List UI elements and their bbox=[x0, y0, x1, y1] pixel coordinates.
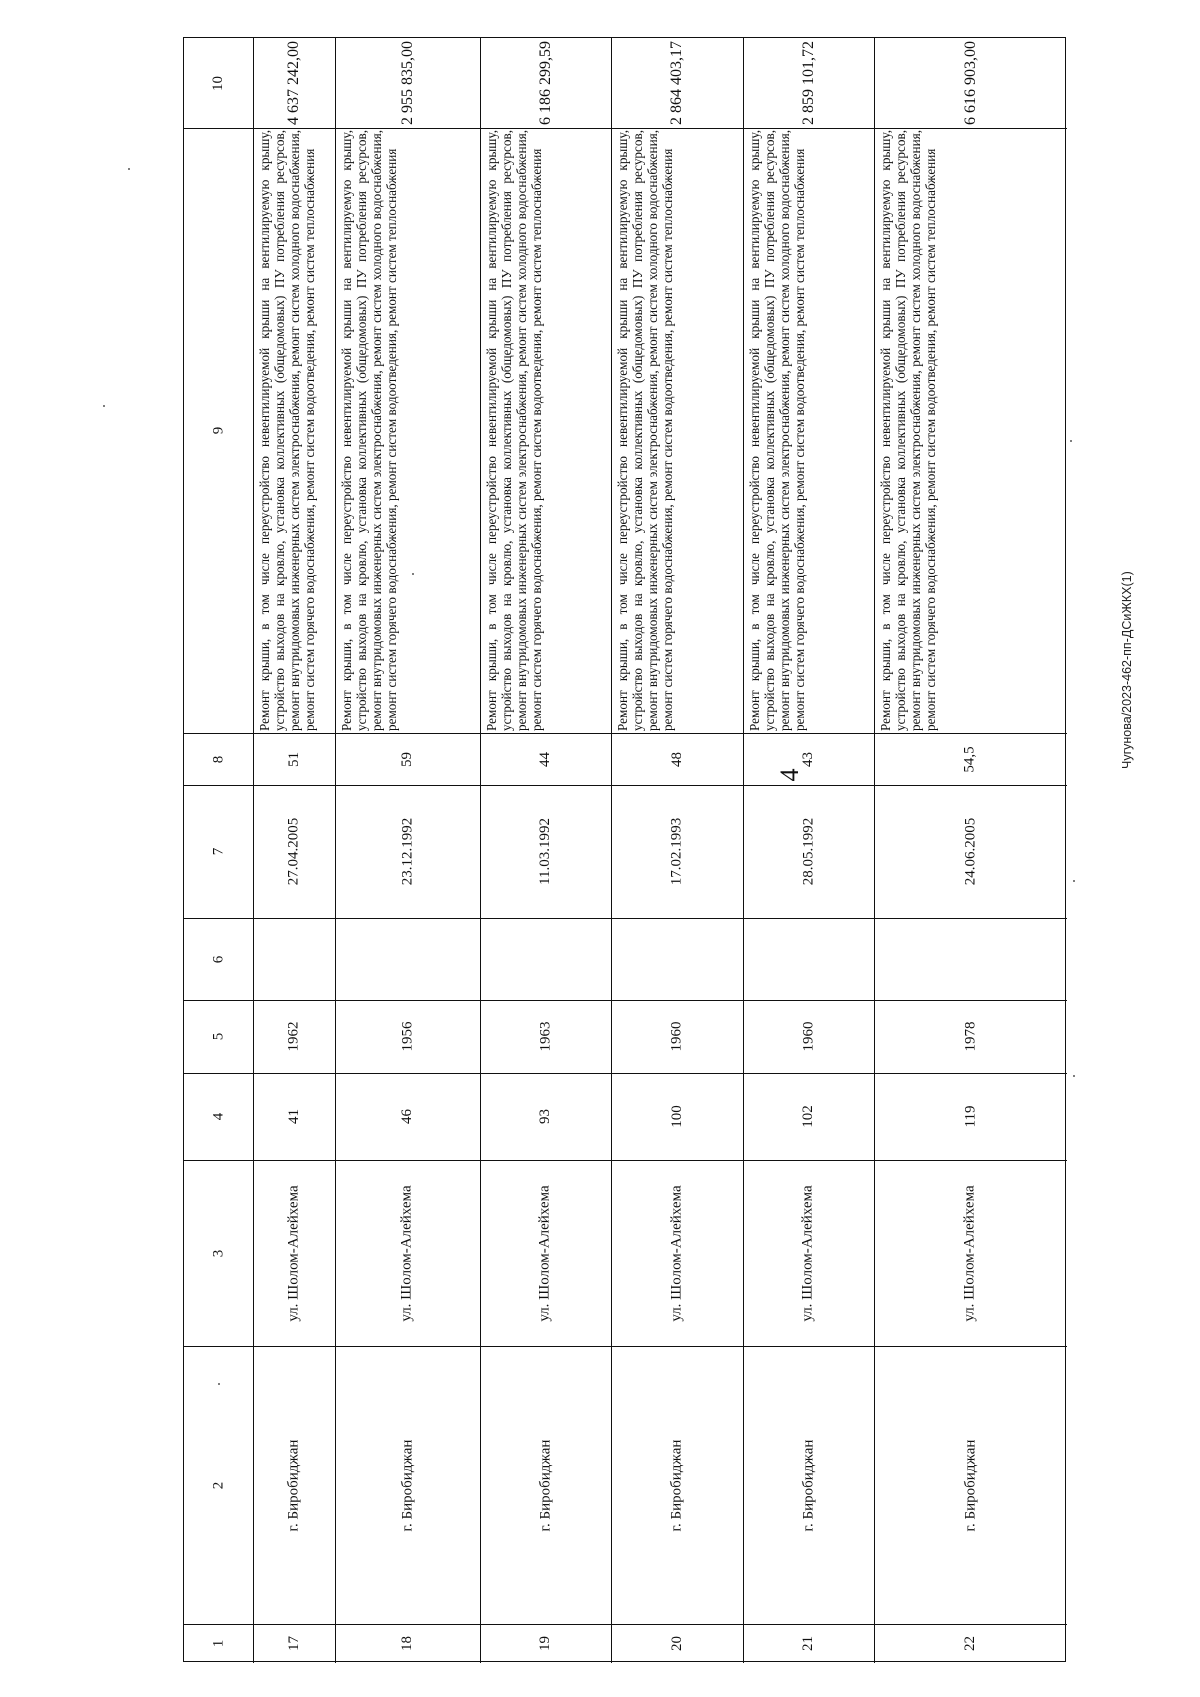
cell-value-city: г. Биробиджан bbox=[536, 1439, 553, 1531]
row-cell-c6 bbox=[743, 918, 874, 1000]
row-cell-city bbox=[874, 1346, 1067, 1624]
cell-value-street: ул. Шолом-Алейхема bbox=[285, 1184, 302, 1322]
header-cell-9 bbox=[184, 128, 253, 733]
cell-value-city: г. Биробиджан bbox=[668, 1439, 685, 1531]
cell-value-city: г. Биробиджан bbox=[398, 1439, 415, 1531]
header-cell-6 bbox=[184, 918, 253, 1000]
row-cell-city bbox=[335, 1346, 480, 1624]
row-cell-cost bbox=[335, 38, 480, 128]
row-cell-n bbox=[480, 1624, 611, 1663]
row-cell-cost bbox=[743, 38, 874, 128]
row-cell-c8 bbox=[480, 733, 611, 785]
cell-value-cost: 2 955 835,00 bbox=[398, 41, 416, 125]
cell-value-house: 119 bbox=[961, 1105, 978, 1128]
cell-value-year: 1978 bbox=[962, 1021, 978, 1052]
header-label: 8 bbox=[210, 755, 226, 763]
row-cell-c6 bbox=[253, 918, 335, 1000]
row-cell-date bbox=[611, 785, 743, 918]
row-cell-city bbox=[611, 1346, 743, 1624]
row-cell-c8 bbox=[611, 733, 743, 785]
cell-value-n: 20 bbox=[668, 1636, 685, 1651]
capital-repair-table bbox=[183, 37, 1066, 1662]
header-label: 9 bbox=[210, 426, 226, 435]
row-cell-year bbox=[480, 1000, 611, 1073]
row-cell-cost bbox=[874, 38, 1067, 128]
row-cell-street bbox=[253, 1160, 335, 1346]
row-cell-c8 bbox=[253, 733, 335, 785]
header-label: 2 bbox=[210, 1481, 226, 1489]
cell-value-date: 17.02.1993 bbox=[668, 817, 685, 886]
header-label: 7 bbox=[210, 847, 226, 856]
row-cell-date bbox=[480, 785, 611, 918]
cell-value-year: 1960 bbox=[800, 1021, 816, 1052]
cell-value-c8: 43 bbox=[800, 751, 816, 767]
row-work-description: Ремонт крыши, в том числе переустройство невентилируемой крыши на вентилируемую крышу, устройство выходов на кровлю, установка коллективных (общедомовых) ПУ потребления ресурсов, ремонт внутридомовых инженерных систем электроснабжения, ремонт систем холодного водоснабжения, ремонт систем горячего водоснабжения, ремонт систем водоотведения, ремонт систем теплоснабжения bbox=[257, 130, 317, 731]
page-number: 4 bbox=[775, 768, 804, 782]
row-cell-street bbox=[611, 1160, 743, 1346]
cell-value-house: 93 bbox=[537, 1109, 553, 1124]
header-cell-3 bbox=[184, 1160, 253, 1346]
cell-value-n: 19 bbox=[537, 1636, 553, 1651]
row-cell-house bbox=[611, 1073, 743, 1160]
cell-value-date: 28.05.1992 bbox=[800, 817, 816, 886]
cell-value-cost: 2 859 101,72 bbox=[799, 41, 817, 125]
cell-value-cost: 6 186 299,59 bbox=[536, 41, 554, 125]
header-cell-8 bbox=[184, 733, 253, 785]
row-cell-year bbox=[874, 1000, 1067, 1073]
document-code: Чугунова/2023-462-пп-ДСиЖКХ(1) bbox=[1120, 571, 1134, 769]
cell-value-year: 1962 bbox=[285, 1021, 302, 1052]
row-cell-n bbox=[253, 1624, 335, 1663]
cell-value-n: 21 bbox=[800, 1636, 816, 1651]
row-cell-n bbox=[743, 1624, 874, 1663]
row-cell-c6 bbox=[480, 918, 611, 1000]
header-label: 1 bbox=[210, 1639, 226, 1648]
header-cell-1 bbox=[184, 1624, 253, 1663]
cell-value-date: 24.06.2005 bbox=[962, 817, 978, 886]
cell-value-c8: 59 bbox=[399, 751, 415, 767]
scan-speck bbox=[1073, 880, 1075, 882]
row-cell-year bbox=[253, 1000, 335, 1073]
header-label: 6 bbox=[210, 955, 226, 963]
row-cell-street bbox=[480, 1160, 611, 1346]
cell-value-cost: 2 864 403,17 bbox=[668, 41, 685, 125]
row-work-description: Ремонт крыши, в том числе переустройство невентилируемой крыши на вентилируемую крышу, устройство выходов на кровлю, установка коллективных (общедомовых) ПУ потребления ресурсов, ремонт внутридомовых инженерных систем электроснабжения, ремонт систем холодного водоснабжения, ремонт систем горячего водоснабжения, ремонт систем водоотведения, ремонт систем теплоснабжения bbox=[339, 130, 399, 731]
cell-value-c8: 48 bbox=[668, 751, 685, 767]
row-cell-street bbox=[743, 1160, 874, 1346]
cell-value-house: 41 bbox=[285, 1109, 302, 1124]
cell-value-street: ул. Шолом-Алейхема bbox=[668, 1184, 685, 1322]
cell-value-year: 1963 bbox=[537, 1021, 553, 1052]
cell-value-n: 22 bbox=[962, 1636, 978, 1651]
cell-value-cost: 6 616 903,00 bbox=[961, 41, 979, 125]
header-label: 3 bbox=[210, 1249, 226, 1257]
row-cell-c6 bbox=[874, 918, 1067, 1000]
row-cell-city bbox=[743, 1346, 874, 1624]
row-cell-city bbox=[480, 1346, 611, 1624]
cell-value-street: ул. Шолом-Алейхема bbox=[537, 1184, 554, 1322]
cell-value-date: 27.04.2005 bbox=[285, 817, 302, 886]
row-cell-date bbox=[335, 785, 480, 918]
cell-value-street: ул. Шолом-Алейхема bbox=[800, 1184, 817, 1322]
header-cell-5 bbox=[184, 1000, 253, 1073]
row-cell-year bbox=[743, 1000, 874, 1073]
cell-value-street: ул. Шолом-Алейхема bbox=[961, 1184, 978, 1322]
row-cell-house bbox=[335, 1073, 480, 1160]
cell-value-n: 17 bbox=[285, 1636, 302, 1651]
row-cell-cost bbox=[480, 38, 611, 128]
cell-value-city: г. Биробиджан bbox=[799, 1439, 816, 1531]
row-cell-cost bbox=[253, 38, 335, 128]
row-cell-c8 bbox=[335, 733, 480, 785]
row-cell-c6 bbox=[335, 918, 480, 1000]
header-label: 10 bbox=[210, 75, 226, 91]
row-cell-year bbox=[335, 1000, 480, 1073]
header-label: 4 bbox=[210, 1112, 226, 1121]
row-cell-street bbox=[335, 1160, 480, 1346]
row-cell-date bbox=[253, 785, 335, 918]
cell-value-c8: 54,5 bbox=[962, 745, 978, 773]
row-cell-n bbox=[611, 1624, 743, 1663]
header-cell-2 bbox=[184, 1346, 253, 1624]
cell-value-city: г. Биробиджан bbox=[285, 1439, 302, 1531]
row-work-description: Ремонт крыши, в том числе переустройство невентилируемой крыши на вентилируемую крышу, устройство выходов на кровлю, установка коллективных (общедомовых) ПУ потребления ресурсов, ремонт внутридомовых инженерных систем электроснабжения, ремонт систем холодного водоснабжения, ремонт систем горячего водоснабжения, ремонт систем водоотведения, ремонт систем теплоснабжения bbox=[615, 130, 675, 731]
row-cell-year bbox=[611, 1000, 743, 1073]
row-cell-date bbox=[743, 785, 874, 918]
row-work-description: Ремонт крыши, в том числе переустройство невентилируемой крыши на вентилируемую крышу, устройство выходов на кровлю, установка коллективных (общедомовых) ПУ потребления ресурсов, ремонт внутридомовых инженерных систем электроснабжения, ремонт систем холодного водоснабжения, ремонт систем горячего водоснабжения, ремонт систем водоотведения, ремонт систем теплоснабжения bbox=[484, 130, 544, 731]
scan-speck bbox=[1073, 1075, 1075, 1077]
cell-value-street: ул. Шолом-Алейхема bbox=[398, 1184, 415, 1322]
cell-value-house: 100 bbox=[668, 1105, 685, 1128]
row-cell-house bbox=[480, 1073, 611, 1160]
cell-value-date: 11.03.1992 bbox=[536, 818, 553, 885]
header-cell-4 bbox=[184, 1073, 253, 1160]
cell-value-c8: 51 bbox=[285, 751, 302, 767]
row-cell-house bbox=[743, 1073, 874, 1160]
cell-value-city: г. Биробиджан bbox=[961, 1439, 978, 1531]
row-cell-cost bbox=[611, 38, 743, 128]
scan-speck bbox=[103, 405, 105, 407]
row-cell-c8 bbox=[874, 733, 1067, 785]
row-cell-n bbox=[335, 1624, 480, 1663]
row-cell-house bbox=[874, 1073, 1067, 1160]
row-work-description: Ремонт крыши, в том числе переустройство невентилируемой крыши на вентилируемую крышу, устройство выходов на кровлю, установка коллективных (общедомовых) ПУ потребления ресурсов, ремонт внутридомовых инженерных систем электроснабжения, ремонт систем холодного водоснабжения, ремонт систем горячего водоснабжения, ремонт систем водоотведения, ремонт систем теплоснабжения bbox=[878, 130, 938, 731]
row-cell-c8 bbox=[743, 733, 874, 785]
row-cell-street bbox=[874, 1160, 1067, 1346]
row-cell-house bbox=[253, 1073, 335, 1160]
cell-value-c8: 44 bbox=[537, 751, 553, 767]
header-cell-7 bbox=[184, 785, 253, 918]
cell-value-year: 1956 bbox=[399, 1021, 415, 1052]
cell-value-house: 102 bbox=[800, 1105, 816, 1128]
cell-value-date: 23.12.1992 bbox=[399, 817, 415, 886]
cell-value-year: 1960 bbox=[668, 1021, 685, 1052]
cell-value-house: 46 bbox=[399, 1109, 415, 1124]
scan-speck bbox=[1070, 440, 1072, 442]
row-cell-c6 bbox=[611, 918, 743, 1000]
row-cell-n bbox=[874, 1624, 1067, 1663]
row-cell-city bbox=[253, 1346, 335, 1624]
row-work-description: Ремонт крыши, в том числе переустройство невентилируемой крыши на вентилируемую крышу, устройство выходов на кровлю, установка коллективных (общедомовых) ПУ потребления ресурсов, ремонт внутридомовых инженерных систем электроснабжения, ремонт систем холодного водоснабжения, ремонт систем горячего водоснабжения, ремонт систем водоотведения, ремонт систем теплоснабжения bbox=[747, 130, 807, 731]
scan-speck bbox=[128, 168, 130, 170]
header-cell-10 bbox=[184, 38, 253, 128]
header-label: 5 bbox=[210, 1032, 226, 1041]
row-cell-date bbox=[874, 785, 1067, 918]
cell-value-cost: 4 637 242,00 bbox=[285, 41, 302, 125]
cell-value-n: 18 bbox=[399, 1636, 415, 1651]
